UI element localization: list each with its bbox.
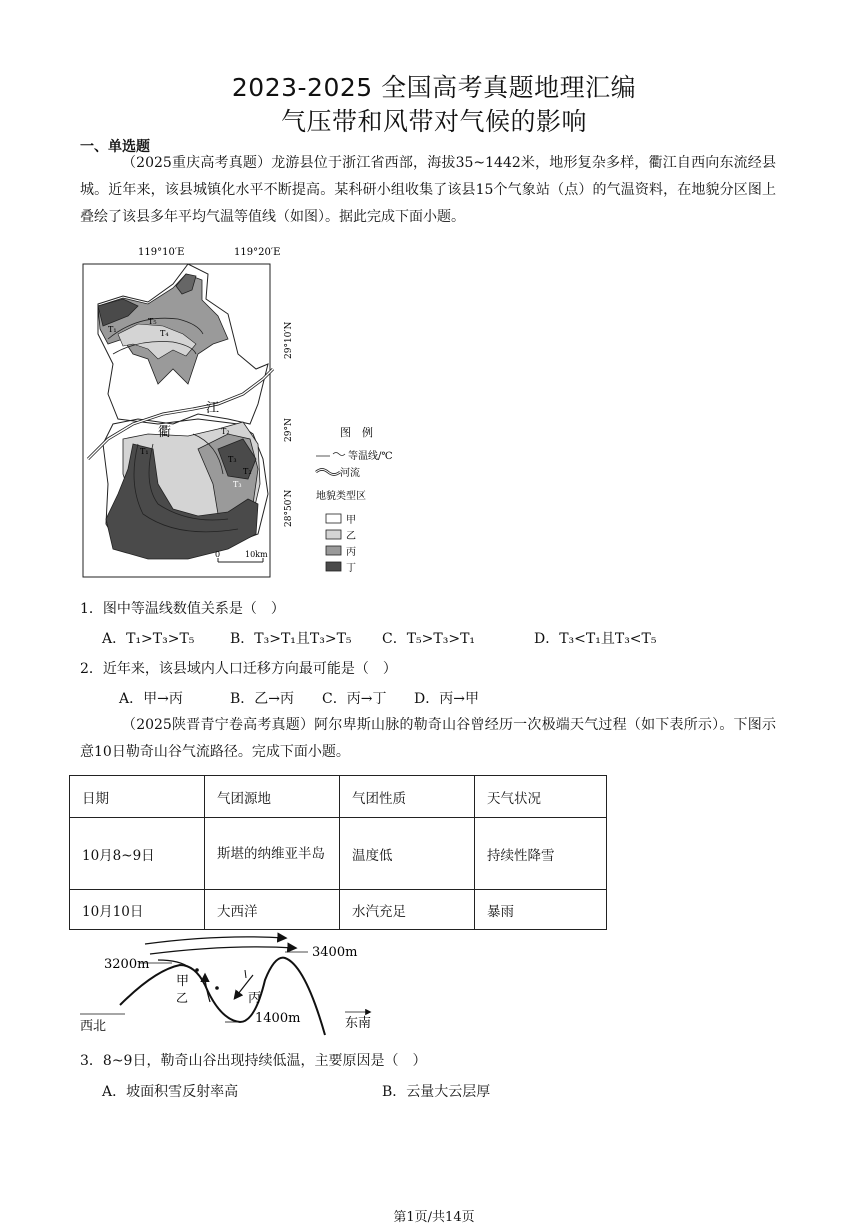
label-jia: 甲 xyxy=(176,974,190,989)
valley-elevation: 1400m xyxy=(255,1011,301,1026)
scale-10: 10km xyxy=(245,550,268,559)
legend-zone-title: 地貌类型区 xyxy=(316,491,366,502)
table-cell: 温度低 xyxy=(340,818,475,890)
question-2-stem: 2．近年来，该县域内人口迁移方向最可能是（ ） xyxy=(80,661,397,677)
t-label: T₁ xyxy=(108,325,117,334)
direction-northwest: 西北 xyxy=(80,1019,107,1034)
lat-label-3: 28°50′N xyxy=(284,489,294,527)
q3-option-b: B．云量大云层厚 xyxy=(382,1084,491,1100)
t-label: T₅ xyxy=(148,317,157,326)
legend-zone-jia: 甲 xyxy=(346,515,356,526)
table-header-cell: 气团性质 xyxy=(340,776,475,818)
question-3-stem: 3．8~9日，勒奇山谷出现持续低温，主要原因是（ ） xyxy=(80,1053,427,1069)
legend-swatch-jia xyxy=(326,514,341,523)
label-bing: 丙 xyxy=(248,991,262,1006)
intro-paragraph-2: （2025陕晋青宁卷高考真题）阿尔卑斯山脉的勒奇山谷曾经历一次极端天气过程（如下表所示）。下图示意10日勒奇山谷气流路径。完成下面小题。 xyxy=(80,717,776,760)
legend-swatch-bing xyxy=(326,546,341,555)
valley-airflow-diagram xyxy=(70,930,410,1040)
weather-table xyxy=(69,775,607,930)
q1-option-d: D．T₃<T₁且T₃<T₅ xyxy=(534,631,657,647)
label-yi: 乙 xyxy=(176,991,189,1005)
table-cell: 暴雨 xyxy=(475,890,607,930)
t-label: T₃ xyxy=(228,455,237,464)
page-footer: 第1页/共14页 xyxy=(393,1210,475,1225)
page-subtitle: 气压带和风带对气候的影响 xyxy=(280,107,587,136)
page-title: 2023-2025 全国高考真题地理汇编 xyxy=(231,73,637,102)
table-cell: 持续性降雪 xyxy=(475,818,607,890)
scale-0: 0 xyxy=(215,550,221,559)
q1-option-c: C．T₅>T₃>T₁ xyxy=(382,631,476,647)
table-header-row xyxy=(70,776,607,818)
intro-paragraph-1: （2025重庆高考真题）龙游县位于浙江省西部，海拔35~1442米，地形复杂多样，衢江自西向东流经县城。近年来，该县城镇化水平不断提高。某科研小组收集了该县15个气象站（点）的气温资料，在地貌分区图上叠绘了该县多年平均气温等值线（如图）。据此完成下面小题。 xyxy=(80,155,776,225)
q1-option-b: B．T₃>T₁且T₃>T₅ xyxy=(230,631,352,647)
table-header-cell: 天气状况 xyxy=(475,776,607,818)
table-row xyxy=(70,890,607,930)
t-label: T₂ xyxy=(243,467,252,476)
landform-map xyxy=(78,244,418,584)
legend-title: 图 例 xyxy=(340,426,373,439)
legend-zone-ding: 丁 xyxy=(346,563,356,574)
table-cell: 水汽充足 xyxy=(340,890,475,930)
legend-river: 河流 xyxy=(340,468,360,479)
river-char-qu: 衢 xyxy=(158,425,172,440)
q2-option-c: C．丙→丁 xyxy=(322,691,387,707)
direction-southeast: 东南 xyxy=(345,1016,372,1031)
table-cell: 10月10日 xyxy=(70,890,205,930)
right-elevation: 3400m xyxy=(312,945,358,960)
lat-label-1: 29°10′N xyxy=(284,321,294,359)
legend-zone-yi: 乙 xyxy=(346,531,356,542)
section-heading: 一、单选题 xyxy=(80,139,150,155)
table-cell: 10月8~9日 xyxy=(70,818,205,890)
t-label: T₂ xyxy=(221,427,230,436)
table-cell: 大西洋 xyxy=(205,890,340,930)
t-label: T₄ xyxy=(160,329,169,338)
question-1-stem: 1．图中等温线数值关系是（ ） xyxy=(80,601,285,617)
table-header-cell: 日期 xyxy=(70,776,205,818)
lat-label-2: 29°N xyxy=(284,418,294,442)
legend-zone-bing: 丙 xyxy=(346,547,356,558)
lon-label-1: 119°10′E xyxy=(138,247,185,258)
left-elevation: 3200m xyxy=(104,957,150,972)
legend-swatch-ding xyxy=(326,562,341,571)
table-header-cell: 气团源地 xyxy=(205,776,340,818)
q3-option-a: A．坡面积雪反射率高 xyxy=(102,1084,239,1100)
legend-isotherm: 等温线/℃ xyxy=(348,451,393,462)
q2-option-a: A．甲→丙 xyxy=(119,691,183,707)
table-row xyxy=(70,818,607,890)
q2-option-d: D．丙→甲 xyxy=(414,691,479,707)
q2-option-b: B．乙→丙 xyxy=(230,691,295,707)
river-char-jiang: 江 xyxy=(206,401,220,416)
t-label: T₃ xyxy=(233,480,242,489)
q1-option-a: A．T₁>T₃>T₅ xyxy=(102,631,195,647)
lon-label-2: 119°20′E xyxy=(234,247,281,258)
t-label: T₁ xyxy=(140,447,149,456)
table-cell: 斯堪的纳维亚半岛 xyxy=(205,818,340,890)
legend-swatch-yi xyxy=(326,530,341,539)
